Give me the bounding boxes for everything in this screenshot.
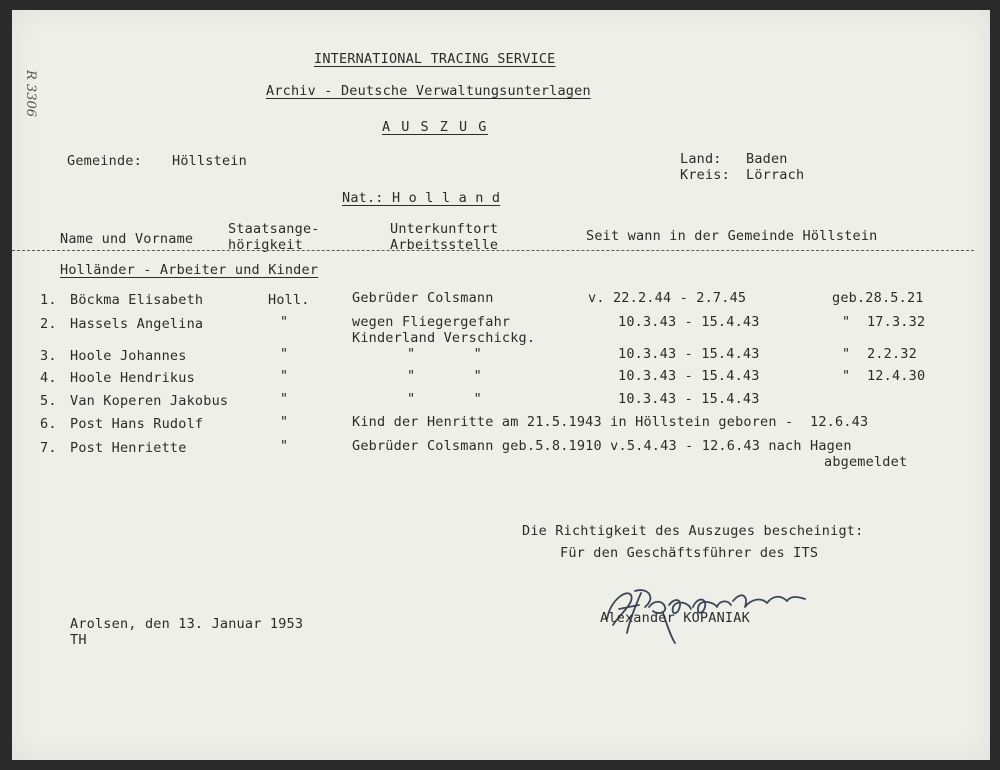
row-number: 4. bbox=[40, 370, 57, 386]
row-name: Böckma Elisabeth bbox=[70, 292, 204, 308]
row-nationality: " bbox=[280, 414, 289, 430]
doc-type-title: A U S Z U G bbox=[382, 119, 488, 135]
row-birth: " 2.2.32 bbox=[842, 346, 917, 362]
nationality-heading: Nat.: H o l l a n d bbox=[342, 190, 501, 206]
col-unterkunft-header-2: Arbeitsstelle bbox=[390, 237, 499, 253]
row-place: " " bbox=[407, 346, 482, 362]
row-place: Gebrüder Colsmann bbox=[352, 290, 494, 306]
place-date: Arolsen, den 13. Januar 1953 bbox=[70, 616, 304, 632]
gemeinde-label: Gemeinde: bbox=[67, 153, 142, 169]
row-birth: " 12.4.30 bbox=[842, 368, 926, 384]
row-nationality: " bbox=[280, 438, 289, 454]
row-dates: 10.3.43 - 15.4.43 bbox=[618, 314, 760, 330]
section-title: Holländer - Arbeiter und Kinder bbox=[60, 262, 319, 278]
row-place-line2: Kinderland Verschickg. bbox=[352, 330, 536, 346]
row-number: 1. bbox=[40, 292, 57, 308]
row-place: " " bbox=[407, 391, 482, 407]
row-nationality: " bbox=[280, 314, 289, 330]
row-nationality: Holl. bbox=[268, 292, 310, 308]
row-place: Gebrüder Colsmann geb.5.8.1910 v.5.4.43 - 12.6.43 nach Hagen bbox=[352, 438, 852, 454]
row-name: Post Henriette bbox=[70, 440, 187, 456]
org-title: INTERNATIONAL TRACING SERVICE bbox=[314, 51, 556, 67]
row-dates: v. 22.2.44 - 2.7.45 bbox=[588, 290, 747, 306]
col-unterkunft-header-1: Unterkunftort bbox=[390, 221, 499, 237]
row-place: " " bbox=[407, 368, 482, 384]
row-dates: 10.3.43 - 15.4.43 bbox=[618, 346, 760, 362]
certification-line2: Für den Geschäftsführer des ITS bbox=[560, 545, 819, 561]
row-number: 2. bbox=[40, 316, 57, 332]
row-birth: geb.28.5.21 bbox=[832, 290, 924, 306]
row-nationality: " bbox=[280, 346, 289, 362]
archive-subtitle: Archiv - Deutsche Verwaltungsunterlagen bbox=[266, 83, 591, 99]
row-name: Post Hans Rudolf bbox=[70, 416, 204, 432]
row-nationality: " bbox=[280, 368, 289, 384]
row-nationality: " bbox=[280, 391, 289, 407]
row-name: Van Koperen Jakobus bbox=[70, 393, 229, 409]
row-dates: 10.3.43 - 15.4.43 bbox=[618, 368, 760, 384]
col-staats-header-1: Staatsange- bbox=[228, 221, 320, 237]
row-number: 7. bbox=[40, 440, 57, 456]
row-dates: 10.3.43 - 15.4.43 bbox=[618, 391, 760, 407]
signer-name: Alexander KOPANIAK bbox=[600, 610, 750, 626]
col-staats-header-2: hörigkeit bbox=[228, 237, 303, 253]
row-name: Hoole Johannes bbox=[70, 348, 187, 364]
kreis-label: Kreis: bbox=[680, 167, 730, 183]
row-birth: " 17.3.32 bbox=[842, 314, 926, 330]
row-name: Hoole Hendrikus bbox=[70, 370, 195, 386]
typist-initials: TH bbox=[70, 632, 87, 648]
land-label: Land: bbox=[680, 151, 722, 167]
row-name: Hassels Angelina bbox=[70, 316, 204, 332]
kreis-value: Lörrach bbox=[746, 167, 805, 183]
margin-note: R 3306 bbox=[23, 70, 38, 118]
land-value: Baden bbox=[746, 151, 788, 167]
row-number: 5. bbox=[40, 393, 57, 409]
header-divider bbox=[12, 250, 974, 251]
row-place: wegen Fliegergefahr bbox=[352, 314, 511, 330]
col-name-header: Name und Vorname bbox=[60, 231, 194, 247]
col-seit-header: Seit wann in der Gemeinde Höllstein bbox=[586, 228, 878, 244]
document-page bbox=[12, 10, 990, 760]
row-place: Kind der Henritte am 21.5.1943 in Höllstein geboren - 12.6.43 bbox=[352, 414, 869, 430]
row-number: 3. bbox=[40, 348, 57, 364]
certification-line1: Die Richtigkeit des Auszuges bescheinigt: bbox=[522, 523, 864, 539]
row-number: 6. bbox=[40, 416, 57, 432]
row-place-line2: abgemeldet bbox=[824, 454, 908, 470]
gemeinde-value: Höllstein bbox=[172, 153, 247, 169]
